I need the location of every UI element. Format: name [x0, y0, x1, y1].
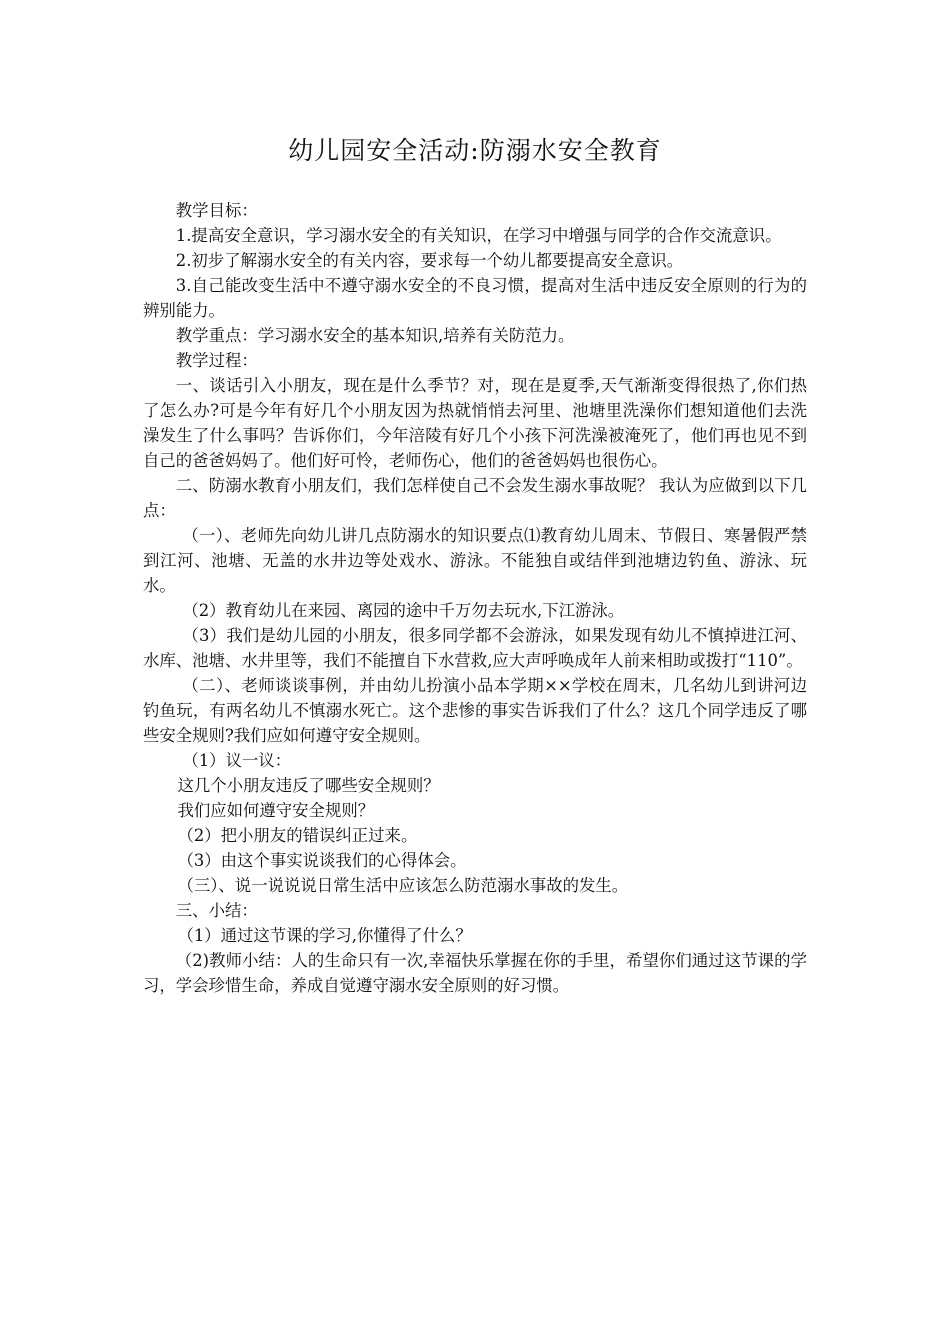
- paragraph-item-2: （2）教育幼儿在来园、离园的途中千万勿去玩水,下江游泳。: [182, 601, 625, 620]
- paragraph-subsection-2: （二）、老师谈谈事例，并由幼儿扮演小品本学期××学校在周末，几名幼儿到讲河边钓鱼玩，有两名幼儿不慎溺水死亡。这个悲惨的事实告诉我们了什么？这几个同学违反了哪些安全规则?我们应如何遵守安全规则。: [143, 676, 807, 745]
- document-body: [143, 198, 807, 998]
- paragraph-section-2: 二、防溺水教育小朋友们，我们怎样使自己不会发生溺水事故呢？ 我认为应做到以下几点：: [143, 476, 807, 520]
- paragraph-objective-2: 2.初步了解溺水安全的有关内容，要求每一个幼儿都要提高安全意识。: [175, 251, 684, 270]
- paragraph-item-3: （3）我们是幼儿园的小朋友，很多同学都不会游泳，如果发现有幼儿不慎掉进江河、水库、池塘、水井里等，我们不能擅自下水营救,应大声呼唤成年人前来相助或拨打“110”。: [143, 626, 807, 670]
- paragraph-question-2: 我们应如何遵守安全规则？: [177, 801, 375, 820]
- paragraph-discuss: （1）议一议：: [182, 751, 292, 770]
- paragraph-objective-3: 3.自己能改变生活中不遵守溺水安全的不良习惯，提高对生活中违反安全原则的行为的辨别能力。: [143, 276, 807, 320]
- paragraph-summary-heading: 三、小结：: [175, 901, 258, 920]
- paragraph-correct: （2）把小朋友的错误纠正过来。: [177, 826, 418, 845]
- paragraph-objective-1: 1.提高安全意识，学习溺水安全的有关知识，在学习中增强与同学的合作交流意识。: [175, 226, 782, 245]
- paragraph-subsection-3: （三）、说一说说说日常生活中应该怎么防范溺水事故的发生。: [177, 876, 629, 895]
- paragraph-question-1: 这几个小朋友违反了哪些安全规则？: [177, 776, 440, 795]
- paragraph-key-points: 教学重点：学习溺水安全的基本知识,培养有关防范力。: [175, 326, 575, 345]
- paragraph-objectives-heading: 教学目标：: [175, 201, 258, 220]
- paragraph-summary-1: （1）通过这节课的学习,你懂得了什么？: [177, 926, 472, 945]
- paragraph-subsection-1: （一）、老师先向幼儿讲几点防溺水的知识要点⑴教育幼儿周末、节假日、寒暑假严禁到江河、池塘、无盖的水井边等处戏水、游泳。不能独自或结伴到池塘边钓鱼、游泳、玩水。: [143, 526, 807, 595]
- paragraph-section-1: 一、谈话引入小朋友，现在是什么季节？对，现在是夏季,天气渐渐变得很热了,你们热了怎么办?可是今年有好几个小朋友因为热就悄悄去河里、池塘里洗澡你们想知道他们去洗澡发生了什么事吗？告诉你们，今年涪陵有好几个小孩下河洗澡被淹死了，他们再也见不到自己的爸爸妈妈了。他们好可怜，老师伤心，他们的爸爸妈妈也很伤心。: [143, 376, 807, 470]
- paragraph-reflect: （3）由这个事实说谈我们的心得体会。: [177, 851, 467, 870]
- paragraph-summary-2: （2)教师小结：人的生命只有一次,幸福快乐掌握在你的手里，希望你们通过这节课的学习，学会珍惜生命，养成自觉遵守溺水安全原则的好习惯。: [143, 951, 807, 995]
- paragraph-process-heading: 教学过程：: [175, 351, 258, 370]
- document-title: 幼儿园安全活动:防溺水安全教育: [288, 136, 662, 165]
